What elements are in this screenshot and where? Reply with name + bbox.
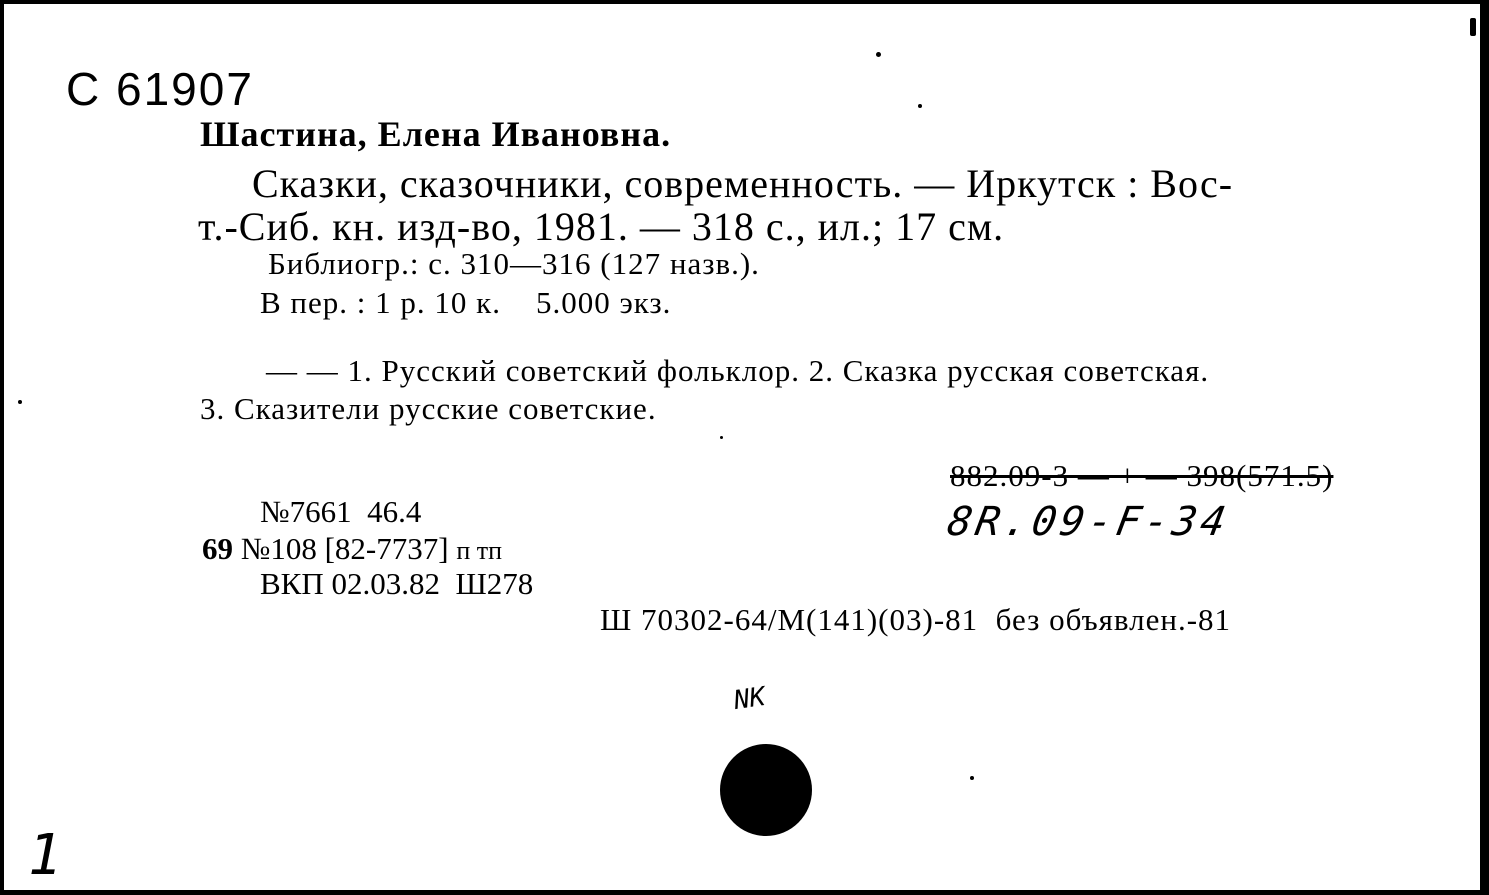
handwritten-corner-mark: 1: [28, 823, 62, 888]
left-number: 69: [202, 531, 233, 566]
bibliography-note: Библиогр.: с. 310—316 (127 назв.).: [268, 246, 760, 281]
handwritten-initials: NK: [732, 681, 768, 717]
old-classification-index: 882.09-3 — + — 398(571.5): [950, 458, 1334, 493]
dust-speck: [970, 776, 974, 780]
subjects-line-1: — — 1. Русский советский фольклор. 2. Сказка русская советская.: [266, 353, 1210, 388]
dust-speck: [918, 104, 922, 108]
subjects-line-2: 3. Сказители русские советские.: [200, 391, 657, 426]
dust-speck: [18, 400, 22, 404]
registration-line: [202, 533, 502, 564]
shelf-mark: С 61907: [66, 63, 254, 115]
title-line-2: т.-Сиб. кн. изд-во, 1981. — 318 с., ил.; 17 см.: [198, 204, 1005, 249]
handwritten-classification-index: 8R.09-F-34: [943, 499, 1233, 545]
vkp-line: ВКП 02.03.82 Ш278: [260, 566, 534, 601]
catalog-number: Ш 70302-64/М(141)(03)-81 без объявлен.-81: [600, 602, 1232, 637]
title-line-1: Сказки, сказочники, современность. — Иркутск : Вос-: [252, 161, 1234, 206]
card-punch-hole: [720, 744, 812, 836]
dust-speck: [876, 52, 881, 57]
accession-number: №7661 46.4: [260, 494, 422, 529]
dust-speck: [1470, 18, 1476, 36]
author-name: Шастина, Елена Ивановна.: [200, 114, 672, 154]
dust-speck: [720, 436, 723, 439]
price-note: В пер. : 1 р. 10 к. 5.000 экз.: [260, 285, 672, 320]
registration-code: [82-7737]: [324, 531, 449, 566]
catalog-card: [4, 4, 1480, 890]
registration-suffix: п тп: [456, 536, 503, 565]
registration-number: №108: [240, 531, 317, 566]
